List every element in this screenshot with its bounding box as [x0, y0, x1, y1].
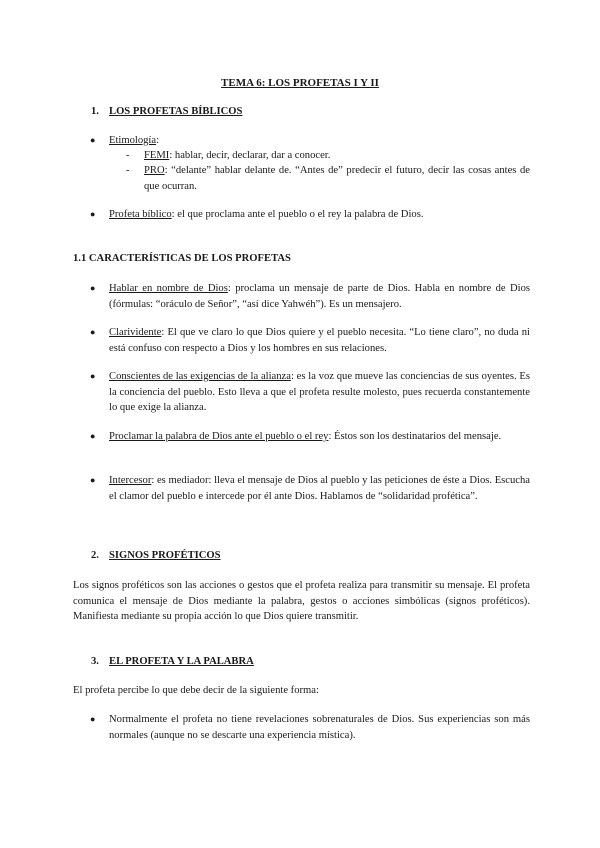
term: Etimología	[109, 135, 157, 146]
section-number: 3.	[91, 656, 99, 667]
dash-icon: -	[126, 150, 130, 161]
section-title: SIGNOS PROFÉTICOS	[109, 550, 221, 561]
term: Profeta bíblico	[109, 209, 172, 220]
bullet-icon: ●	[90, 714, 96, 724]
document-title: TEMA 6: LOS PROFETAS I Y II	[221, 77, 379, 89]
characteristic-1	[90, 281, 530, 312]
text: Normalmente el profeta no tiene revelaciones sobrenaturales de Dios. Sus experiencias son más normales (aunque no se descarte una experiencia mística).	[109, 714, 530, 741]
bullet-icon: ●	[90, 135, 96, 145]
text: : es la voz que mueve las conciencias de sus oyentes. Es la conciencia del pueblo. Esto lleva a que el profeta resulte molesto, pues recuerda constantemente lo que exige la alianza.	[109, 371, 530, 414]
bullet-revelaciones	[90, 712, 530, 743]
text: :	[156, 135, 160, 146]
bullet-icon: ●	[90, 209, 96, 219]
dash-item-femi	[126, 148, 530, 164]
section-1-heading	[91, 104, 242, 120]
term: FEMI	[144, 150, 170, 161]
characteristic-5	[90, 473, 530, 504]
bullet-icon: ●	[90, 371, 96, 381]
section-title: EL PROFETA Y LA PALABRA	[109, 656, 254, 667]
text: : es mediador: lleva el mensaje de Dios al pueblo y las peticiones de éste a Dios. Escucha el clamor del pueblo e intercede por él ante Dios. Hablamos de “solidaridad profética”.	[109, 475, 530, 502]
section-number: 2.	[91, 550, 99, 561]
characteristic-4	[90, 429, 530, 445]
term: Hablar en nombre de Dios	[109, 283, 228, 294]
text: : “delante” hablar delante de. “Antes de” predecir el futuro, decir las cosas antes de que ocurran.	[144, 165, 530, 192]
text: : El que ve claro lo que Dios quiere y el pueblo necesita. “Lo tiene claro”, no duda ni está confuso con respecto a Dios y los hombres en sus relaciones.	[109, 327, 530, 354]
bullet-icon: ●	[90, 327, 96, 337]
section-3-paragraph: El profeta percibe lo que debe decir de la siguiente forma:	[73, 685, 319, 696]
term: PRO	[144, 165, 165, 176]
section-1-1-heading: 1.1 CARACTERÍSTICAS DE LOS PROFETAS	[73, 253, 291, 264]
bullet-profeta-biblico	[90, 207, 530, 223]
term: Intercesor	[109, 475, 152, 486]
bullet-icon: ●	[90, 283, 96, 293]
section-2-paragraph: Los signos proféticos son las acciones o gestos que el profeta realiza para transmitir su mensaje. El profeta comunica el mensaje de Dios mediante la palabra, gestos o acciones simbólicas (signos proféticos). Manifiesta mediante su propia acción lo que Dios quiere transmitir.	[73, 580, 530, 623]
text: : hablar, decir, declarar, dar a conocer.	[169, 150, 331, 161]
dash-icon: -	[126, 165, 130, 176]
term: Clarividente	[109, 327, 162, 338]
section-title: LOS PROFETAS BÍBLICOS	[109, 106, 243, 117]
text: : el que proclama ante el pueblo o el rey la palabra de Dios.	[171, 209, 424, 220]
text: : Éstos son los destinatarios del mensaje.	[328, 431, 502, 442]
section-2-heading	[91, 548, 221, 564]
characteristic-2	[90, 325, 530, 356]
bullet-icon: ●	[90, 475, 96, 485]
section-number: 1.	[91, 106, 99, 117]
bullet-etimologia	[90, 133, 530, 149]
term: Conscientes de las exigencias de la alianza	[109, 371, 291, 382]
characteristic-3	[90, 369, 530, 416]
section-3-heading	[91, 654, 254, 670]
term: Proclamar la palabra de Dios ante el pueblo o el rey	[109, 431, 329, 442]
bullet-icon: ●	[90, 431, 96, 441]
text: : proclama un mensaje de parte de Dios. Habla en nombre de Dios (fórmulas: “oráculo de Señor”, “así dice Yahwéh”). Es un mensajero.	[109, 283, 530, 310]
dash-item-pro	[126, 163, 530, 194]
